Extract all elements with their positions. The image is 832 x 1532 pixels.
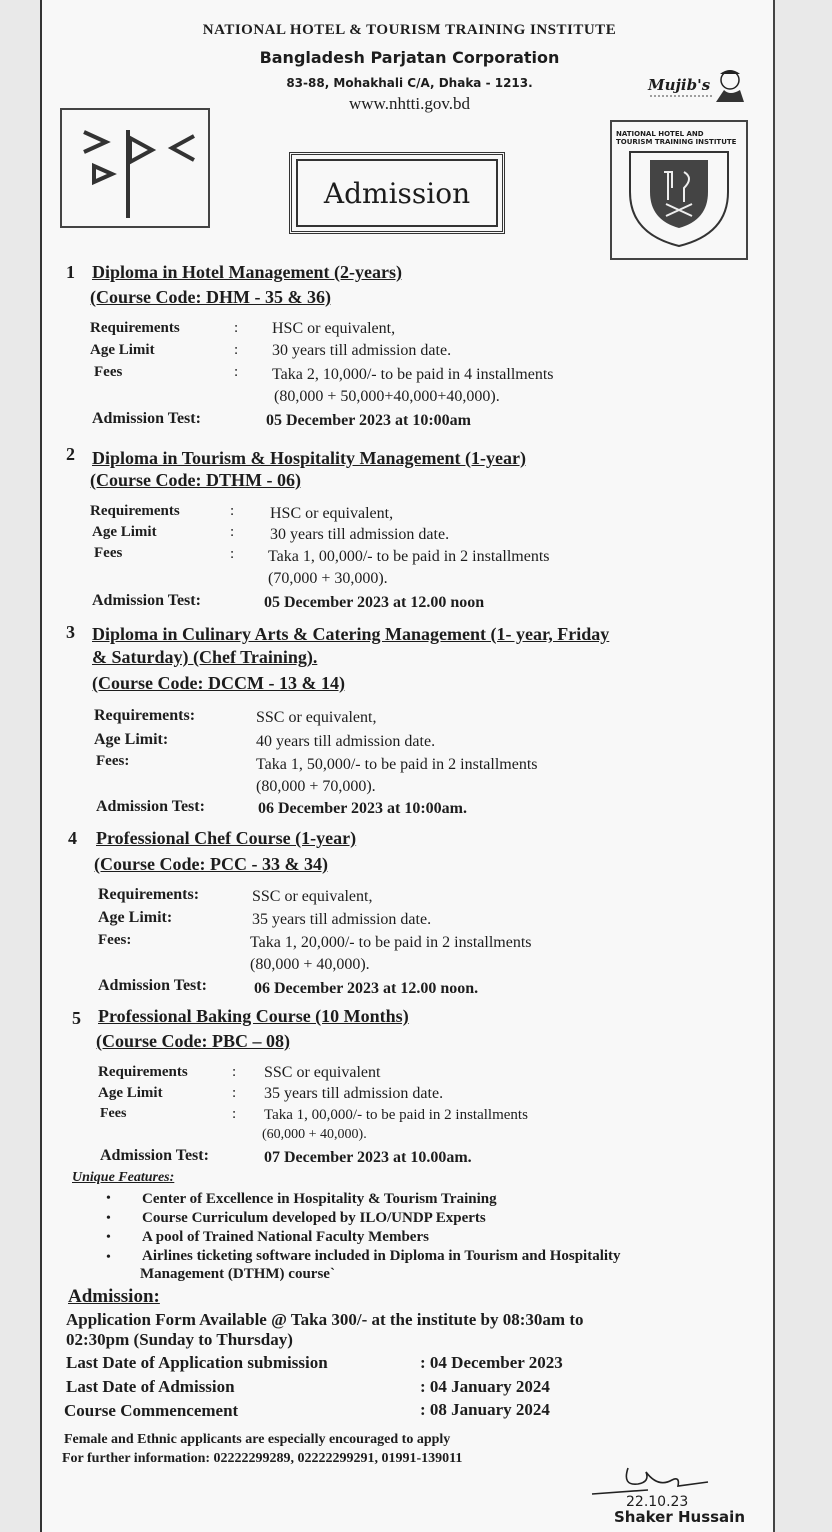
course-title-cont: & Saturday) (Chef Training). bbox=[92, 647, 318, 667]
course-number: 2 bbox=[66, 444, 75, 464]
date-label: Last Date of Admission bbox=[66, 1377, 235, 1396]
feature-item: Airlines ticketing software included in Diploma in Tourism and Hospitality bbox=[142, 1248, 621, 1264]
age-limit-label: Age Limit bbox=[90, 342, 155, 358]
age-limit-value: 30 years till admission date. bbox=[270, 526, 450, 543]
course-title: Professional Chef Course (1-year) bbox=[96, 828, 357, 848]
course-number: 1 bbox=[66, 262, 75, 282]
application-form-info: Application Form Available @ Taka 300/- at the institute by 08:30am to bbox=[66, 1310, 584, 1329]
age-limit-label: Age Limit: bbox=[98, 909, 173, 926]
requirements-label: Requirements: bbox=[98, 886, 200, 903]
requirements-value: SSC or equivalent bbox=[264, 1064, 381, 1081]
fees-label: Fees bbox=[94, 364, 123, 380]
page-title: Admission bbox=[323, 176, 471, 210]
signature-date: 22.10.23 bbox=[626, 1494, 689, 1510]
bullet: • bbox=[106, 1230, 111, 1245]
course-code: (Course Code: DCCM - 13 & 14) bbox=[92, 673, 345, 693]
admission-test-value: 05 December 2023 at 10:00am bbox=[266, 412, 471, 429]
course-number: 4 bbox=[68, 828, 77, 848]
institute-address: 83-88, Mohakhali C/A, Dhaka - 1213. bbox=[286, 76, 533, 90]
fees-label: Fees bbox=[100, 1106, 127, 1121]
admission-test-label: Admission Test: bbox=[100, 1147, 209, 1164]
admission-test-value: 07 December 2023 at 10.00am. bbox=[264, 1149, 472, 1166]
admission-test-value: 06 December 2023 at 10:00am. bbox=[258, 800, 467, 817]
signature-icon bbox=[588, 1462, 718, 1498]
colon: : bbox=[230, 524, 235, 540]
fees-breakdown: (80,000 + 70,000). bbox=[256, 778, 376, 795]
fees-breakdown: (80,000 + 50,000+40,000+40,000). bbox=[274, 388, 500, 405]
fees-value: Taka 1, 20,000/- to be paid in 2 installments bbox=[250, 934, 532, 951]
fees-value: Taka 2, 10,000/- to be paid in 4 installments bbox=[272, 366, 554, 383]
admission-title-box bbox=[289, 152, 505, 234]
course-number: 5 bbox=[72, 1008, 81, 1028]
course-code: (Course Code: PCC - 33 & 34) bbox=[94, 854, 328, 874]
age-limit-value: 40 years till admission date. bbox=[256, 733, 436, 750]
date-value: : 04 January 2024 bbox=[420, 1377, 550, 1396]
course-number: 3 bbox=[66, 622, 75, 642]
admission-test-label: Admission Test: bbox=[98, 977, 207, 994]
fees-value: Taka 1, 00,000/- to be paid in 2 installments bbox=[264, 1107, 528, 1123]
fees-breakdown: (70,000 + 30,000). bbox=[268, 570, 388, 587]
encouragement-note: Female and Ethnic applicants are especially encouraged to apply bbox=[64, 1432, 451, 1447]
age-limit-label: Age Limit bbox=[92, 524, 157, 540]
fees-label: Fees bbox=[94, 545, 123, 561]
colon: : bbox=[230, 546, 235, 562]
nhtti-seal bbox=[610, 120, 748, 260]
bpc-arrows-icon bbox=[62, 110, 208, 226]
course-code: (Course Code: DHM - 35 & 36) bbox=[90, 287, 331, 307]
requirements-label: Requirements bbox=[90, 320, 180, 336]
requirements-value: SSC or equivalent, bbox=[252, 888, 373, 905]
age-limit-label: Age Limit: bbox=[94, 731, 169, 748]
course-code: (Course Code: DTHM - 06) bbox=[90, 470, 301, 490]
colon: : bbox=[230, 503, 235, 519]
mujib-portrait-icon bbox=[644, 66, 754, 106]
bpc-logo bbox=[60, 108, 210, 228]
fees-breakdown: (60,000 + 40,000). bbox=[262, 1127, 367, 1142]
admission-test-value: 05 December 2023 at 12.00 noon bbox=[264, 594, 485, 611]
unique-features-title: Unique Features: bbox=[72, 1170, 175, 1185]
admission-notice bbox=[40, 0, 775, 1532]
fees-breakdown: (80,000 + 40,000). bbox=[250, 956, 370, 973]
date-value: : 04 December 2023 bbox=[420, 1353, 563, 1372]
admission-heading: Admission: bbox=[68, 1286, 160, 1307]
requirements-label: Requirements: bbox=[94, 707, 196, 724]
course-title: Professional Baking Course (10 Months) bbox=[98, 1006, 409, 1026]
date-label: Course Commencement bbox=[64, 1401, 239, 1420]
feature-item: Course Curriculum developed by ILO/UNDP Experts bbox=[142, 1210, 486, 1226]
admission-test-label: Admission Test: bbox=[92, 410, 201, 427]
mujib-logo bbox=[644, 66, 754, 106]
date-label: Last Date of Application submission bbox=[66, 1353, 328, 1372]
age-limit-value: 30 years till admission date. bbox=[272, 342, 452, 359]
age-limit-value: 35 years till admission date. bbox=[252, 911, 432, 928]
application-form-hours: 02:30pm (Sunday to Thursday) bbox=[66, 1330, 293, 1349]
requirements-value: HSC or equivalent, bbox=[270, 505, 394, 522]
institute-website: www.nhtti.gov.bd bbox=[348, 94, 471, 113]
course-title: Diploma in Culinary Arts & Catering Management (1- year, Friday bbox=[92, 624, 610, 644]
seal-text: NATIONAL HOTEL AND TOURISM TRAINING INSTITUTE bbox=[616, 130, 737, 147]
admission-test-label: Admission Test: bbox=[96, 798, 205, 815]
fees-label: Fees: bbox=[98, 932, 132, 948]
requirements-value: SSC or equivalent, bbox=[256, 709, 377, 726]
signatory-name: Shaker Hussain bbox=[614, 1508, 746, 1526]
course-code: (Course Code: PBC – 08) bbox=[96, 1031, 290, 1051]
feature-item: Center of Excellence in Hospitality & Tourism Training bbox=[142, 1191, 497, 1207]
feature-item-cont: Management (DTHM) course` bbox=[140, 1266, 335, 1282]
colon: : bbox=[232, 1085, 237, 1101]
corporation-name: Bangladesh Parjatan Corporation bbox=[259, 48, 560, 67]
bullet: • bbox=[106, 1250, 111, 1265]
bullet: • bbox=[106, 1191, 111, 1206]
fees-value: Taka 1, 50,000/- to be paid in 2 installments bbox=[256, 756, 538, 773]
colon: : bbox=[232, 1064, 237, 1080]
contact-info: For further information: 02222299289, 02222299291, 01991-139011 bbox=[62, 1451, 463, 1466]
institute-name: NATIONAL HOTEL & TOURISM TRAINING INSTITUTE bbox=[202, 22, 617, 38]
date-value: : 08 January 2024 bbox=[420, 1400, 550, 1419]
course-title: Diploma in Hotel Management (2-years) bbox=[92, 262, 402, 282]
colon: : bbox=[234, 320, 239, 336]
colon: : bbox=[234, 342, 239, 358]
admission-test-value: 06 December 2023 at 12.00 noon. bbox=[254, 980, 479, 997]
fees-label: Fees: bbox=[96, 753, 130, 769]
age-limit-label: Age Limit bbox=[98, 1085, 163, 1101]
colon: : bbox=[234, 364, 239, 380]
requirements-value: HSC or equivalent, bbox=[272, 320, 396, 337]
feature-item: A pool of Trained National Faculty Members bbox=[142, 1229, 429, 1245]
fees-value: Taka 1, 00,000/- to be paid in 2 installments bbox=[268, 548, 550, 565]
age-limit-value: 35 years till admission date. bbox=[264, 1085, 444, 1102]
mujib-logo-text: Mujib's bbox=[648, 76, 711, 94]
course-title: Diploma in Tourism & Hospitality Management (1-year) bbox=[92, 448, 526, 468]
requirements-label: Requirements bbox=[90, 503, 180, 519]
bullet: • bbox=[106, 1211, 111, 1226]
colon: : bbox=[232, 1106, 237, 1122]
requirements-label: Requirements bbox=[98, 1064, 188, 1080]
admission-test-label: Admission Test: bbox=[92, 592, 201, 609]
